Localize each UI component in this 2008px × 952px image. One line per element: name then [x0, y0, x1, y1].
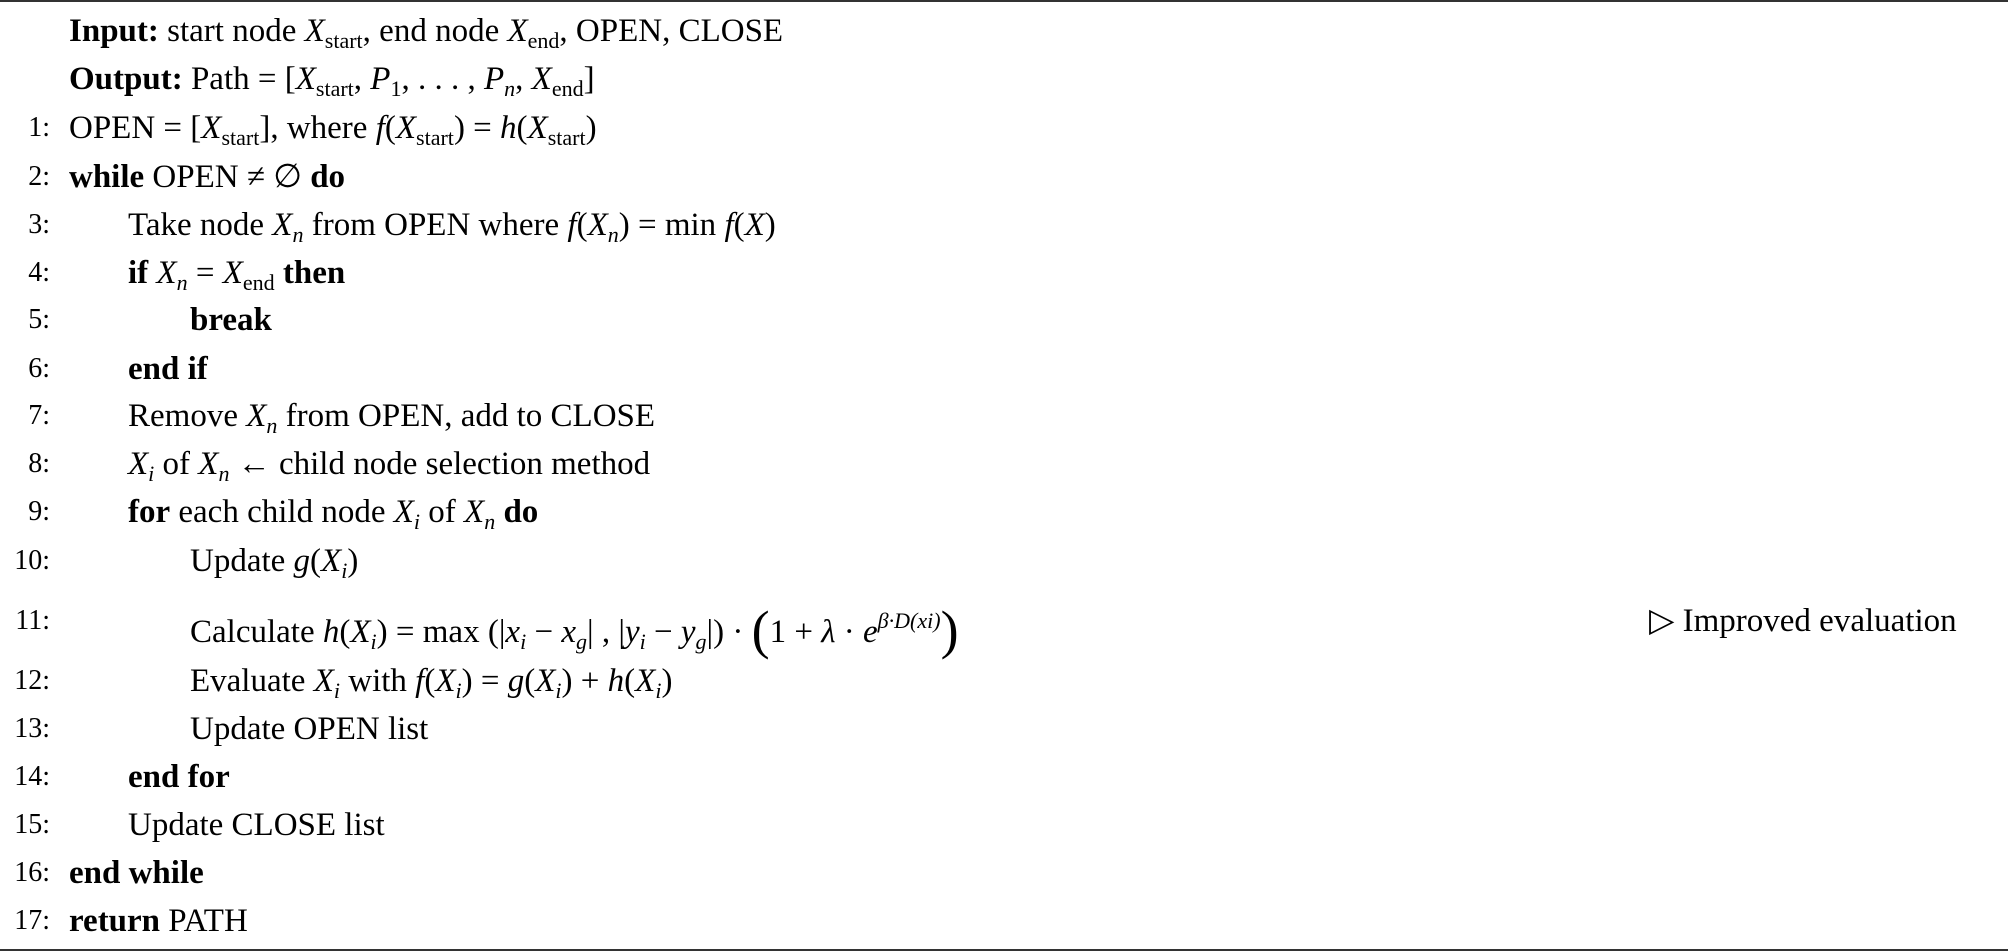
- line-text: [190, 598, 959, 665]
- math-symbol: X: [507, 13, 528, 49]
- math-symbol: n: [504, 76, 516, 101]
- math-symbol: i: [639, 629, 646, 654]
- algorithm-line: [0, 202, 2008, 248]
- text: Path = [: [182, 61, 296, 97]
- math-symbol: X: [395, 110, 417, 146]
- math-symbol: X: [531, 61, 552, 97]
- math-symbol: i: [370, 629, 377, 654]
- math-symbol: start: [547, 125, 586, 150]
- line-text: [128, 802, 385, 848]
- keyword: for: [128, 494, 171, 530]
- text: (: [624, 663, 636, 699]
- math-symbol: g: [575, 629, 587, 654]
- keyword: end while: [69, 855, 204, 891]
- text: ) +: [561, 663, 608, 699]
- text: ]: [583, 61, 595, 97]
- math-symbol: y: [680, 614, 696, 650]
- line-number: 1:: [28, 112, 50, 143]
- math-symbol: i: [555, 678, 562, 703]
- math-symbol: λ: [821, 614, 836, 650]
- keyword: then: [274, 255, 346, 291]
- text: Remove: [128, 398, 247, 434]
- math-symbol: end: [527, 28, 560, 53]
- math-symbol: X: [393, 494, 414, 530]
- text: of: [154, 446, 199, 482]
- algorithm-line: [0, 297, 2008, 343]
- math-symbol: i: [455, 678, 462, 703]
- keyword: do: [310, 159, 346, 195]
- text: from OPEN where: [303, 207, 568, 243]
- math-symbol: X: [635, 663, 656, 699]
- line-number: 12:: [14, 665, 50, 696]
- text: | , |: [586, 614, 625, 650]
- text: ) =: [453, 110, 501, 146]
- top-rule: [0, 0, 2008, 2]
- math-symbol: X: [128, 446, 149, 482]
- math-symbol: g: [507, 663, 525, 699]
- line-text: [128, 346, 208, 392]
- line-number: 10:: [14, 545, 50, 576]
- algorithm-line: [0, 346, 2008, 392]
- algorithm-line: [0, 154, 2008, 200]
- math-symbol: h: [607, 663, 625, 699]
- math-symbol: n: [607, 222, 619, 247]
- text: with: [339, 663, 416, 699]
- text: Evaluate: [190, 663, 314, 699]
- text: of: [420, 494, 465, 530]
- math-symbol: n: [218, 461, 230, 486]
- text: (: [424, 663, 436, 699]
- math-symbol: X: [313, 663, 334, 699]
- text: ], where: [259, 110, 376, 146]
- line-text: [69, 850, 204, 896]
- math-symbol: end: [551, 76, 584, 101]
- math-symbol: f: [375, 110, 385, 146]
- math-symbol: P: [483, 61, 505, 97]
- line-number: 11:: [15, 605, 50, 636]
- text: ) =: [461, 663, 508, 699]
- math-symbol: i: [927, 608, 934, 633]
- text: Update CLOSE list: [128, 807, 385, 843]
- math-symbol: X: [222, 255, 243, 291]
- text: ): [661, 663, 673, 699]
- line-number: 6:: [28, 353, 50, 384]
- line-number: 3:: [28, 209, 50, 240]
- math-symbol: h: [322, 614, 340, 650]
- algorithm-line: [0, 489, 2008, 535]
- text: ·: [835, 614, 864, 650]
- line-text: [69, 56, 595, 112]
- math-symbol: X: [246, 398, 267, 434]
- math-symbol: X: [201, 110, 222, 146]
- math-symbol: start: [315, 76, 354, 101]
- keyword: end if: [128, 351, 208, 387]
- math-symbol: P: [370, 61, 391, 97]
- math-symbol: X: [464, 494, 485, 530]
- text: ): [585, 110, 597, 146]
- math-symbol: e: [863, 614, 878, 650]
- math-symbol: n: [266, 413, 278, 438]
- math-symbol: end: [242, 270, 275, 295]
- math-symbol: y: [624, 614, 640, 650]
- algorithm-line: [0, 105, 2008, 151]
- line-number: 2:: [28, 161, 50, 192]
- text: ,: [515, 61, 532, 97]
- math-symbol: X: [527, 110, 548, 146]
- text: Update: [190, 543, 294, 579]
- math-symbol: X: [350, 614, 371, 650]
- math-symbol: 1: [390, 76, 402, 101]
- math-symbol: X: [435, 663, 456, 699]
- text: each child node: [170, 494, 394, 530]
- line-text: [190, 297, 272, 343]
- line-text: [190, 538, 358, 594]
- text: (: [310, 543, 322, 579]
- line-number: 9:: [28, 496, 50, 527]
- math-symbol: X: [156, 255, 177, 291]
- text: , OPEN, CLOSE: [559, 13, 784, 49]
- line-text: [128, 754, 230, 800]
- math-symbol: g: [695, 629, 707, 654]
- text: (: [576, 207, 588, 243]
- keyword: if: [128, 255, 157, 291]
- math-symbol: X: [321, 543, 342, 579]
- math-symbol: i: [333, 678, 340, 703]
- algorithm-line: [0, 538, 2008, 584]
- text: OPEN ≠ ∅: [144, 159, 311, 195]
- math-symbol: X: [272, 207, 293, 243]
- output-line: [0, 56, 2008, 102]
- algorithm-line: [0, 393, 2008, 439]
- math-symbol: n: [484, 509, 496, 534]
- keyword: do: [495, 494, 539, 530]
- text: Calculate: [190, 614, 323, 650]
- math-symbol: start: [416, 125, 454, 150]
- math-symbol: n: [292, 222, 304, 247]
- text: ): [347, 543, 359, 579]
- keyword: break: [190, 302, 272, 338]
- text: (: [524, 663, 536, 699]
- text: (: [384, 110, 396, 146]
- line-number: 7:: [28, 400, 50, 431]
- text: PATH: [160, 903, 248, 939]
- text: ) = max (: [376, 614, 499, 650]
- math-symbol: start: [221, 125, 260, 150]
- algorithm-line: [0, 850, 2008, 896]
- algorithm-line: [0, 706, 2008, 752]
- line-text: [69, 154, 345, 200]
- algorithm-line: [0, 898, 2008, 944]
- math-symbol: ): [940, 600, 959, 660]
- line-text: [69, 898, 248, 944]
- line-text: [190, 706, 428, 752]
- text: |) ·: [706, 614, 752, 650]
- text: −: [645, 614, 681, 650]
- line-number: 16:: [14, 857, 50, 888]
- text: =: [187, 255, 223, 291]
- line-number: 8:: [28, 448, 50, 479]
- text: start node: [158, 13, 305, 49]
- math-symbol: start: [324, 28, 363, 53]
- algorithm-line: [0, 598, 2008, 660]
- math-symbol: X: [744, 207, 765, 243]
- line-text: [69, 105, 597, 161]
- keyword: return: [69, 903, 161, 939]
- keyword: Output:: [69, 61, 183, 97]
- math-symbol: n: [176, 270, 188, 295]
- text: ) = min: [618, 207, 725, 243]
- math-symbol: f: [724, 207, 734, 243]
- line-number: 13:: [14, 713, 50, 744]
- math-symbol: ): [933, 608, 941, 633]
- text: , . . . ,: [401, 61, 484, 97]
- math-symbol: X: [304, 13, 325, 49]
- line-number: 4:: [28, 257, 50, 288]
- algorithm-line: [0, 250, 2008, 296]
- math-symbol: (: [751, 600, 770, 660]
- text: from OPEN, add to CLOSE: [277, 398, 656, 434]
- math-symbol: X: [587, 207, 608, 243]
- line-text: [128, 489, 538, 545]
- line-number: 17:: [14, 905, 50, 936]
- keyword: end for: [128, 759, 230, 795]
- input-line: [0, 8, 2008, 54]
- text: ← child node selection method: [229, 446, 651, 482]
- text: OPEN = [: [69, 110, 202, 146]
- algorithm-line: [0, 441, 2008, 487]
- math-symbol: i: [341, 558, 348, 583]
- text: (: [339, 614, 351, 650]
- math-symbol: i: [520, 629, 527, 654]
- line-number: 14:: [14, 761, 50, 792]
- algorithm-line: [0, 802, 2008, 848]
- math-symbol: f: [415, 663, 425, 699]
- math-symbol: X: [295, 61, 316, 97]
- text: |: [498, 614, 506, 650]
- comment: ▷ Improved evaluation: [1649, 603, 1957, 639]
- math-symbol: f: [567, 207, 577, 243]
- math-symbol: X: [198, 446, 219, 482]
- text: −: [526, 614, 562, 650]
- text: ): [764, 207, 776, 243]
- math-symbol: i: [148, 461, 155, 486]
- text: Take node: [128, 207, 273, 243]
- math-symbol: β·D(x: [877, 608, 928, 633]
- text: (: [516, 110, 528, 146]
- math-symbol: i: [413, 509, 421, 534]
- math-symbol: X: [535, 663, 556, 699]
- keyword: Input:: [69, 13, 159, 49]
- text: ,: [353, 61, 371, 97]
- math-symbol: x: [505, 614, 521, 650]
- bottom-rule: [0, 949, 2008, 951]
- algorithm-line: [0, 754, 2008, 800]
- line-number: 15:: [14, 809, 50, 840]
- text: Update OPEN list: [190, 711, 429, 747]
- algorithm-line: [0, 658, 2008, 704]
- math-symbol: i: [655, 678, 662, 703]
- math-symbol: g: [293, 543, 311, 579]
- text: , end node: [362, 13, 508, 49]
- keyword: while: [69, 159, 145, 195]
- math-symbol: h: [500, 110, 517, 146]
- text: 1 +: [769, 614, 822, 650]
- math-symbol: x: [561, 614, 576, 650]
- text: (: [733, 207, 745, 243]
- line-number: 5:: [28, 304, 50, 335]
